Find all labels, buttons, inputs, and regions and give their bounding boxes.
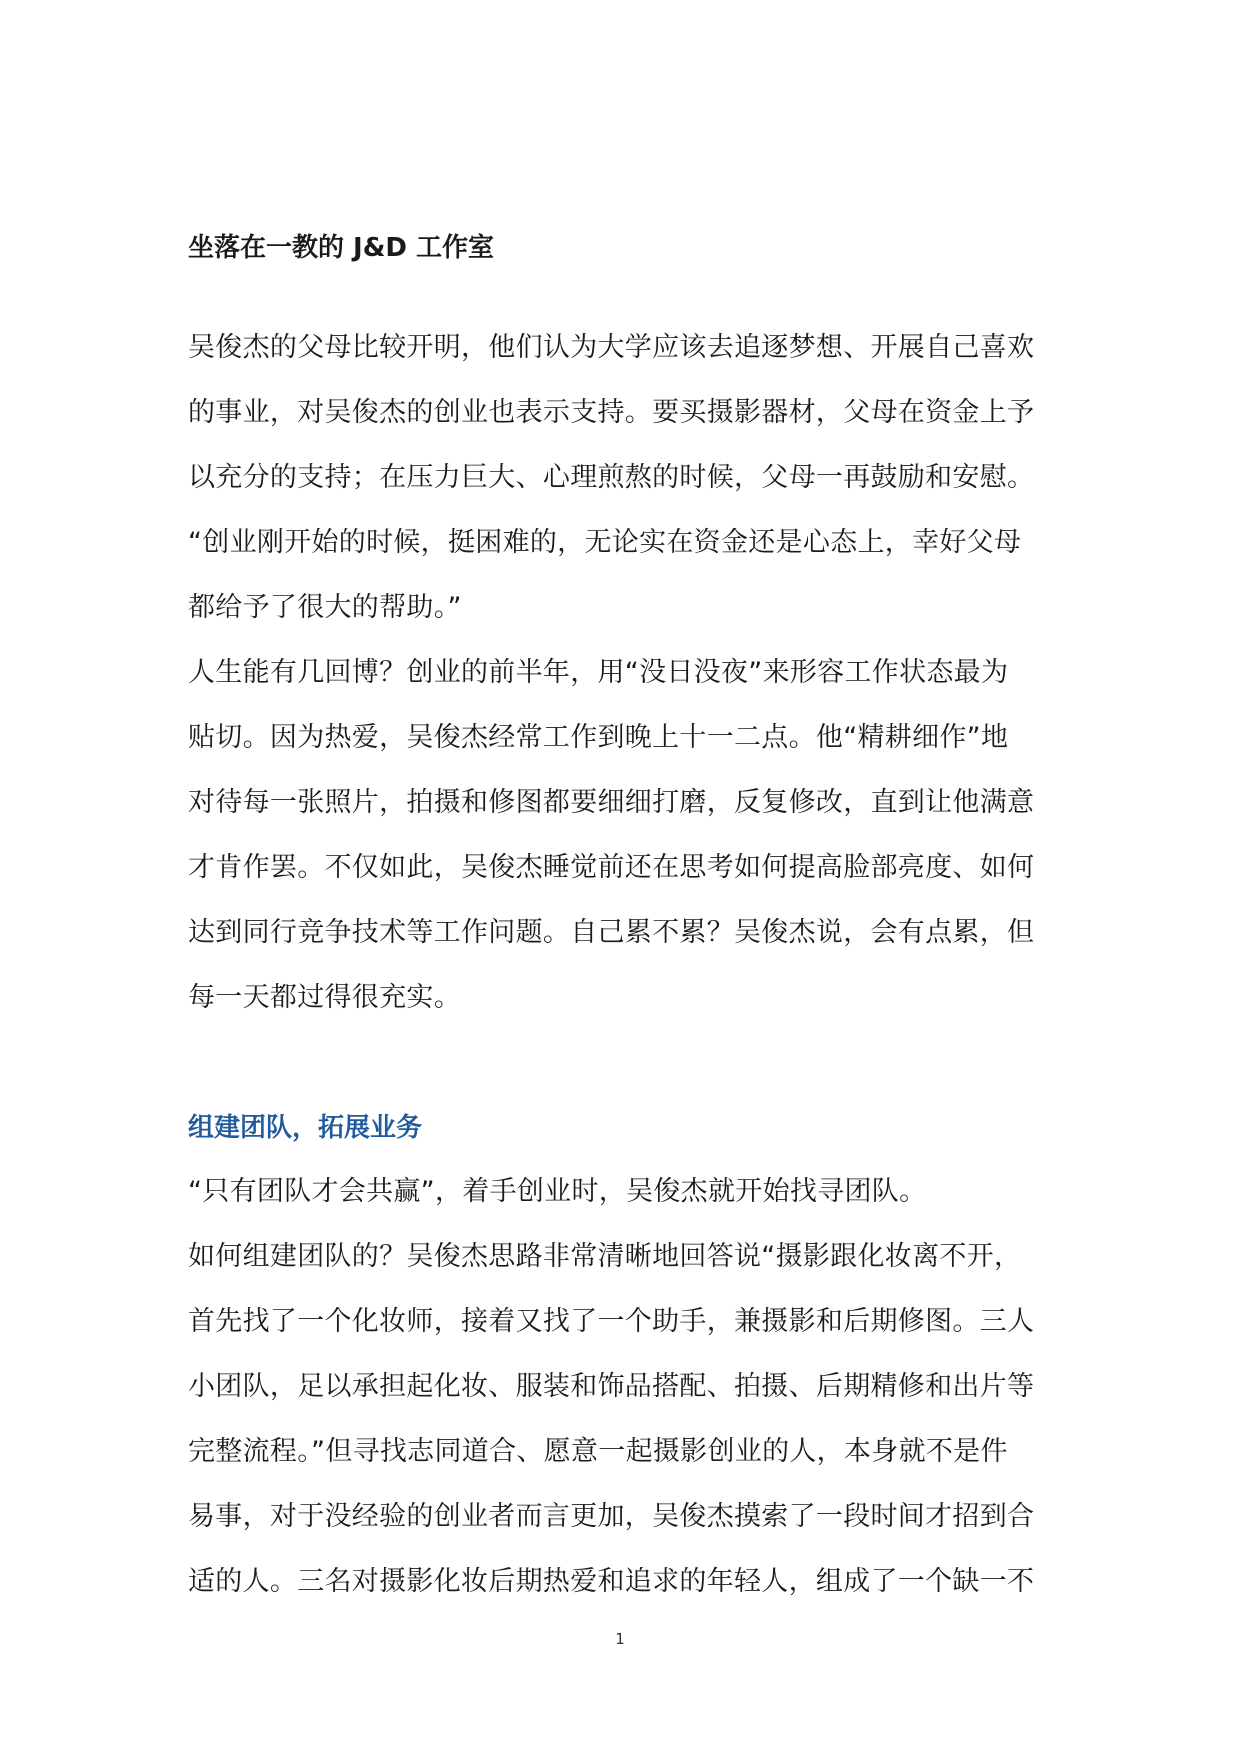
paragraph-line: 的事业，对吴俊杰的创业也表示支持。要买摄影器材，父母在资金上予 (188, 397, 1035, 428)
paragraph-line: “只有团队才会共赢”，着手创业时，吴俊杰就开始找寻团队。 (188, 1176, 927, 1207)
paragraph-line: 都给予了很大的帮助。” (188, 592, 462, 623)
paragraph-line: 以充分的支持；在压力巨大、心理煎熬的时候，父母一再鼓励和安慰。 (188, 462, 1035, 493)
paragraph-line: 完整流程。”但寻找志同道合、愿意一起摄影创业的人，本身就不是件 (188, 1436, 1008, 1467)
paragraph-line: 适的人。三名对摄影化妆后期热爱和追求的年轻人，组成了一个缺一不 (188, 1566, 1035, 1597)
section-heading-studio: 坐落在一教的 J&D 工作室 (188, 233, 495, 263)
paragraph-line: 每一天都过得很充实。 (188, 982, 461, 1013)
paragraph-line: 人生能有几回博？创业的前半年，用“没日没夜”来形容工作状态最为 (188, 657, 1009, 688)
paragraph-line: 易事，对于没经验的创业者而言更加，吴俊杰摸索了一段时间才招到合 (188, 1501, 1035, 1532)
paragraph-line: 首先找了一个化妆师，接着又找了一个助手，兼摄影和后期修图。三人 (188, 1306, 1035, 1337)
paragraph-line: 贴切。因为热爱，吴俊杰经常工作到晚上十一二点。他“精耕细作”地 (188, 722, 1009, 753)
section-heading-team: 组建团队，拓展业务 (188, 1113, 423, 1143)
paragraph-line: 吴俊杰的父母比较开明，他们认为大学应该去追逐梦想、开展自己喜欢 (188, 332, 1035, 363)
paragraph-line: 对待每一张照片，拍摄和修图都要细细打磨，反复修改，直到让他满意 (188, 787, 1035, 818)
paragraph-line: 才肯作罢。不仅如此，吴俊杰睡觉前还在思考如何提高脸部亮度、如何 (188, 852, 1035, 883)
paragraph-line: 小团队，足以承担起化妆、服装和饰品搭配、拍摄、后期精修和出片等 (188, 1371, 1035, 1402)
paragraph-line: “创业刚开始的时候，挺困难的，无论实在资金还是心态上，幸好父母 (188, 527, 1022, 558)
paragraph-line: 如何组建团队的？吴俊杰思路非常清晰地回答说“摄影跟化妆离不开， (188, 1241, 1022, 1272)
page-number: 1 (615, 1630, 625, 1648)
paragraph-line: 达到同行竞争技术等工作问题。自己累不累？吴俊杰说，会有点累，但 (188, 917, 1035, 948)
